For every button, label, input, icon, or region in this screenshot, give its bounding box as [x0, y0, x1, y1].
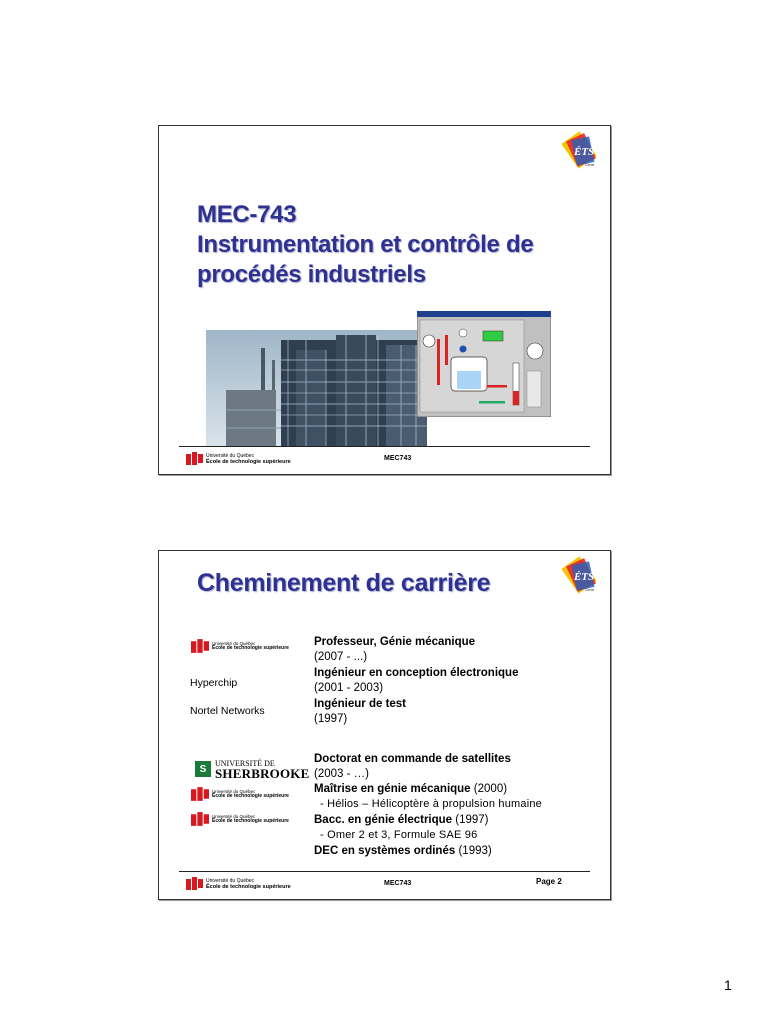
slide-title	[197, 200, 577, 290]
institution-name: École de technologie supérieure	[206, 883, 291, 890]
title-line: Instrumentation et contrôle de	[197, 231, 534, 258]
institution-name: École de technologie supérieure	[212, 645, 289, 651]
footer-ets-logo	[186, 452, 291, 465]
title-line: procédés industriels	[197, 261, 426, 288]
course-code: MEC743	[384, 880, 412, 887]
ets-institution-logo	[191, 639, 289, 653]
industrial-plant-photo	[206, 330, 427, 446]
education-entry	[314, 844, 492, 859]
career-years: (2001 - 2003)	[314, 682, 384, 694]
institution-line: Université du Québec	[212, 788, 256, 794]
degree-label: Bacc. en génie électrique	[314, 814, 453, 826]
svg-text:Génie: Génie	[585, 588, 595, 592]
slide-2	[158, 550, 611, 900]
ets-mark-icon	[186, 877, 203, 890]
title-line: MEC-743	[197, 201, 297, 228]
degree-detail: - Omer 2 et 3, Formule SAE 96	[320, 829, 478, 841]
institution-name: École de technologie supérieure	[206, 458, 291, 465]
degree-label: Doctorat en commande de satellites	[314, 753, 511, 765]
company-name: Nortel Networks	[190, 705, 265, 717]
hmi-control-screen-image	[417, 311, 551, 417]
institution-line: Université du Québec	[212, 640, 256, 646]
institution-name: École de technologie supérieure	[212, 818, 289, 824]
career-role: Ingénieur en conception électronique	[314, 667, 519, 679]
company-name: Hyperchip	[190, 677, 238, 689]
career-years: (1997)	[314, 713, 348, 725]
course-code: MEC743	[384, 455, 412, 462]
ets-mark-icon	[191, 812, 209, 826]
svg-text:Génie: Génie	[585, 163, 595, 167]
ets-institution-logo	[191, 812, 289, 826]
ets-logo-icon	[552, 130, 608, 178]
career-role: Professeur, Génie mécanique	[314, 636, 476, 648]
ets-logo-icon	[552, 555, 608, 603]
career-entry	[314, 697, 406, 727]
degree-years: (2003 - …)	[314, 768, 369, 780]
footer-divider	[179, 871, 590, 872]
page-number: 1	[724, 977, 732, 993]
slide-page-label: Page 2	[536, 877, 562, 886]
education-entry	[314, 813, 489, 843]
degree-detail: - Hélios – Hélicoptère à propulsion humaine	[320, 798, 542, 810]
slide-title: Cheminement de carrière	[197, 569, 491, 597]
career-role: Ingénieur de test	[314, 698, 407, 710]
degree-year: (2000)	[473, 783, 508, 795]
sherbrooke-name: SHERBROOKE	[215, 766, 310, 781]
ets-mark-icon	[191, 787, 209, 801]
ets-institution-logo	[191, 787, 289, 801]
svg-text:ÉTS: ÉTS	[574, 571, 595, 583]
degree-year: (1997)	[455, 814, 489, 826]
ets-mark-icon	[186, 452, 203, 465]
slide-1	[158, 125, 611, 475]
education-entry	[314, 752, 511, 782]
degree-label: Maîtrise en génie mécanique	[314, 783, 471, 795]
sherbrooke-line: UNIVERSITÉ DE	[215, 759, 275, 768]
degree-label: DEC en systèmes ordinés	[314, 845, 456, 857]
education-entry	[314, 782, 542, 812]
sherbrooke-logo	[195, 759, 309, 779]
career-entry	[314, 666, 518, 696]
career-years: (2007 - ...)	[314, 651, 368, 663]
institution-name: École de technologie supérieure	[212, 793, 289, 799]
svg-text:ÉTS: ÉTS	[574, 146, 595, 158]
footer-divider	[179, 446, 590, 447]
institution-line: Université du Québec	[212, 813, 256, 819]
institution-line: Université du Québec	[206, 877, 255, 884]
career-entry	[314, 635, 475, 665]
institution-line: Université du Québec	[206, 452, 255, 459]
degree-year: (1993)	[458, 845, 492, 857]
ets-mark-icon	[191, 639, 209, 653]
sherbrooke-mark-icon: S	[195, 761, 211, 777]
footer-ets-logo	[186, 877, 291, 890]
